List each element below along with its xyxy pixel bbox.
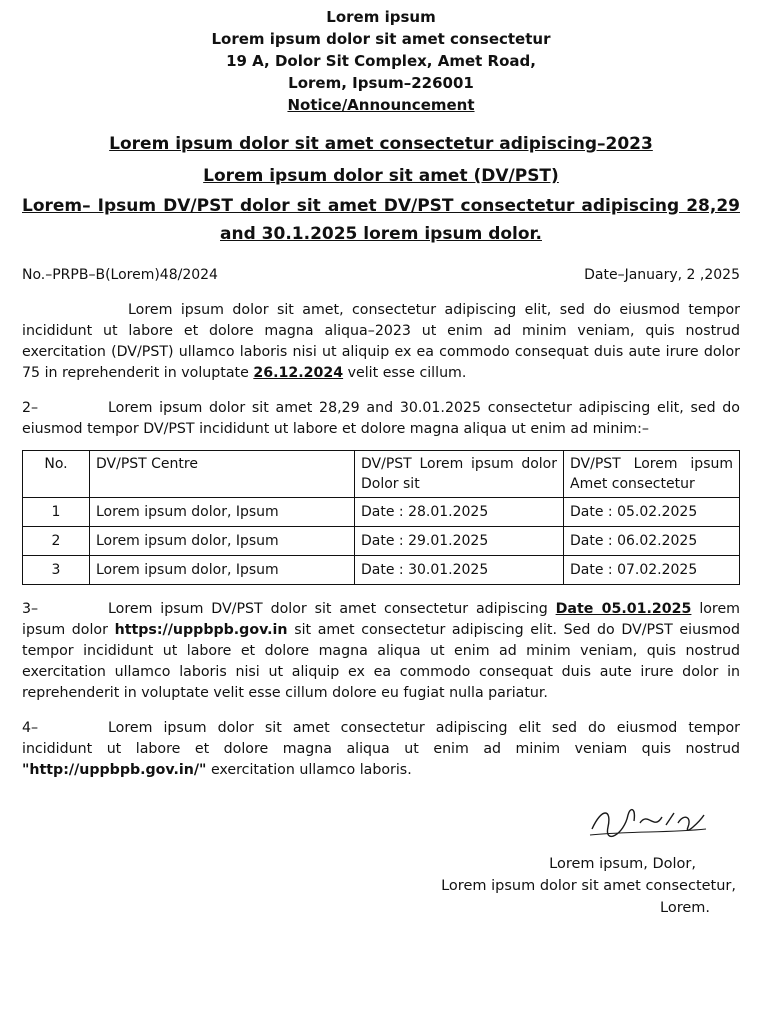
title-line-1: Lorem ipsum dolor sit amet consectetur adipiscing–2023 (109, 134, 653, 154)
website-url: https://uppbpb.gov.in (114, 622, 288, 638)
row-centre: Lorem ipsum dolor, Ipsum (90, 527, 355, 556)
row-centre: Lorem ipsum dolor, Ipsum (90, 556, 355, 585)
table-header-previous-date: DV/PST Lorem ipsum dolor Dolor sit (355, 451, 564, 498)
signature-block (22, 795, 740, 915)
handwritten-signature (588, 801, 708, 841)
para2-text: Lorem ipsum dolor sit amet 28,29 and 30.01.2025 consectetur adipiscing elit, sed do eiusmod tempor DV/PST incididunt ut labore et dolore magna aliqua ut enim ad minim:– (22, 400, 740, 437)
table-header-centre: DV/PST Centre (90, 451, 355, 498)
row-revised-date: Date : 07.02.2025 (564, 556, 740, 585)
table-header-sn: No. (23, 451, 90, 498)
paragraph-1 (22, 300, 740, 384)
para4-text: Lorem ipsum dolor sit amet consectetur adipiscing elit sed do eiusmod tempor incididunt ut labore et dolore magna aliqua ut enim ad minim veniam quis nostrud (22, 720, 740, 757)
para2-number: 2– (22, 400, 39, 416)
row-previous-date: Date : 29.01.2025 (355, 527, 564, 556)
para1-date: 26.12.2024 (253, 365, 344, 381)
reference-number: No.–PRPB–B(Lorem)48/2024 (22, 267, 218, 283)
para1-text-end: velit esse cillum. (347, 365, 467, 381)
para3-date: Date 05.01.2025 (555, 601, 692, 617)
row-sn: 2 (23, 527, 90, 556)
row-centre: Lorem ipsum dolor, Ipsum (90, 498, 355, 527)
row-revised-date: Date : 06.02.2025 (564, 527, 740, 556)
header-line-2: Lorem ipsum dolor sit amet consectetur (211, 30, 551, 48)
para4-text-end: exercitation ullamco laboris. (210, 762, 412, 778)
website-url-quoted: "http://uppbpb.gov.in/" (22, 762, 207, 778)
para4-number: 4– (22, 720, 39, 736)
para3-text-mid: lorem ipsum dolor (22, 601, 741, 638)
para3-text-end: sit amet consectetur adipiscing elit. Sed do DV/PST eiusmod tempor incididunt ut labore et dolore magna aliqua ut enim ad minim veniam, quis nostrud exercitation ullamco laboris nisi ut aliquip ex ea commodo consequat duis aute irure dolor in reprehenderit in voluptate velit esse cillum dolore eu fugiat nulla pariatur. (22, 622, 740, 701)
paragraph-2 (22, 398, 740, 440)
title-line-2: Lorem ipsum dolor sit amet (DV/PST) (203, 166, 559, 186)
reference-date: Date–January, 2 ,2025 (584, 267, 740, 283)
header-notice-label: Notice/Announcement (287, 96, 475, 114)
signatory-city: Lorem. (660, 900, 710, 916)
table-row (23, 498, 740, 527)
para3-number: 3– (22, 601, 39, 617)
row-sn: 3 (23, 556, 90, 585)
signatory-designation: Lorem ipsum, Dolor, (549, 856, 696, 872)
notice-title (22, 128, 740, 248)
para3-text: Lorem ipsum DV/PST dolor sit amet consectetur adipiscing (108, 601, 548, 617)
header-address: 19 A, Dolor Sit Complex, Amet Road, (226, 52, 536, 70)
letterhead (22, 6, 740, 116)
schedule-table (22, 450, 740, 585)
table-header-revised-date: DV/PST Lorem ipsum Amet consectetur (564, 451, 740, 498)
header-city: Lorem, Ipsum–226001 (288, 74, 474, 92)
table-row (23, 527, 740, 556)
title-line-3: Lorem– Ipsum DV/PST dolor sit amet DV/PST consectetur adipiscing 28,29 and 30.1.2025 lorem ipsum dolor. (22, 196, 740, 244)
para1-text: Lorem ipsum dolor sit amet, consectetur adipiscing elit, sed do eiusmod tempor incididunt ut labore et dolore magna aliqua–2023 ut enim ad minim veniam, quis nostrud exercitation (DV/PST) ullamco laboris nisi ut aliquip ex ea commodo consequat duis aute irure dolor 75 in reprehenderit in voluptate (22, 302, 740, 381)
reference-row (22, 264, 740, 286)
row-previous-date: Date : 30.01.2025 (355, 556, 564, 585)
signatory-office: Lorem ipsum dolor sit amet consectetur, (441, 878, 736, 894)
row-previous-date: Date : 28.01.2025 (355, 498, 564, 527)
paragraph-4 (22, 718, 740, 781)
row-sn: 1 (23, 498, 90, 527)
table-header-row (23, 451, 740, 498)
paragraph-3 (22, 599, 740, 704)
table-row (23, 556, 740, 585)
header-line-1: Lorem ipsum (326, 8, 436, 26)
row-revised-date: Date : 05.02.2025 (564, 498, 740, 527)
